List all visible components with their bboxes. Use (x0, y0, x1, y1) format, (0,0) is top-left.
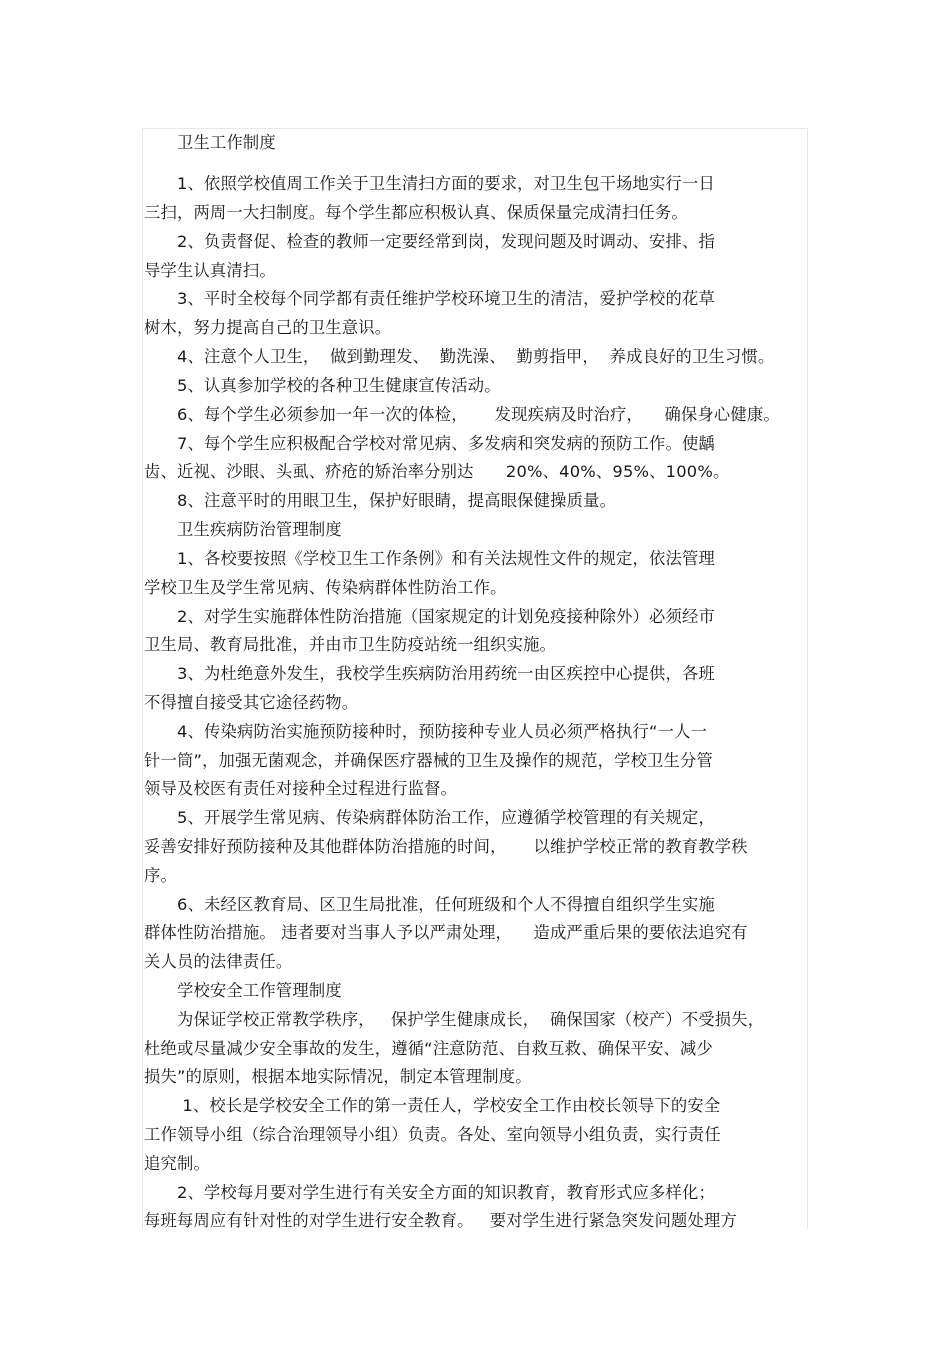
text-line: 6、未经区教育局、区卫生局批准，任何班级和个人不得擅自组织学生实施 (177, 895, 715, 914)
text-line: 1、依照学校值周工作关于卫生清扫方面的要求，对卫生包干场地实行一日 (177, 174, 715, 193)
text-line: 8、注意平时的用眼卫生，保护好眼睛，提高眼保健操质量。 (177, 491, 617, 510)
text-line: 群体性防治措施。 违者要对当事人予以严肃处理， 造成严重后果的要依法追究有 (144, 923, 748, 942)
text-line: 卫生局、教育局批准，并由市卫生防疫站统一组织实施。 (144, 635, 557, 654)
text-line: 关人员的法律责任。 (144, 952, 293, 971)
heading-safety: 学校安全工作管理制度 (177, 981, 342, 1000)
text-line: 序。 (144, 866, 177, 885)
text-line: 1、校长是学校安全工作的第一责任人，学校安全工作由校长领导下的安全 (177, 1096, 721, 1115)
text-line: 5、认真参加学校的各种卫生健康宣传活动。 (177, 376, 501, 395)
text-line: 领导及校医有责任对接种全过程进行监督。 (144, 779, 458, 798)
text-line: 针一筒”，加强无菌观念，并确保医疗器械的卫生及操作的规范，学校卫生分管 (144, 751, 714, 770)
text-line: 不得擅自接受其它途径药物。 (144, 693, 359, 712)
text-line: 4、传染病防治实施预防接种时，预防接种专业人员必须严格执行“一人一 (177, 722, 708, 741)
text-line: 树木，努力提高自己的卫生意识。 (144, 318, 392, 337)
text-line: 5、开展学生常见病、传染病群体防治工作，应遵循学校管理的有关规定， (177, 808, 715, 827)
text-line: 损失”的原则，根据本地实际情况，制定本管理制度。 (144, 1067, 532, 1086)
text-line: 3、为杜绝意外发生，我校学生疾病防治用药统一由区疾控中心提供，各班 (177, 664, 715, 683)
text-line: 每班每周应有针对性的对学生进行安全教育。 要对学生进行紧急突发问题处理方 (144, 1211, 737, 1230)
text-line: 导学生认真清扫。 (144, 261, 276, 280)
text-line: 1、各校要按照《学校卫生工作条例》和有关法规性文件的规定，依法管理 (177, 549, 715, 568)
text-line: 3、平时全校每个同学都有责任维护学校环境卫生的清洁，爱护学校的花草 (177, 289, 715, 308)
text-line: 三扫，两周一大扫制度。每个学生都应积极认真、保质保量完成清扫任务。 (144, 203, 688, 222)
text-line: 齿、近视、沙眼、头虱、疥疮的矫治率分别达 20%、40%、95%、100%。 (144, 462, 730, 481)
heading-hygiene: 卫生工作制度 (177, 133, 276, 152)
text-line: 2、学校每月要对学生进行有关安全方面的知识教育，教育形式应多样化； (177, 1183, 715, 1202)
text-line: 为保证学校正常教学秩序， 保护学生健康成长， 确保国家（校产）不受损失， (177, 1010, 765, 1029)
text-line: 工作领导小组（综合治理领导小组）负责。各处、室向领导小组负责，实行责任 (144, 1125, 721, 1144)
text-line: 6、每个学生必须参加一年一次的体检， 发现疾病及时治疗， 确保身心健康。 (177, 405, 780, 424)
text-line: 学校卫生及学生常见病、传染病群体性防治工作。 (144, 578, 507, 597)
heading-disease: 卫生疾病防治管理制度 (177, 520, 342, 539)
text-line: 7、每个学生应积极配合学校对常见病、多发病和突发病的预防工作。使龋 (177, 434, 715, 453)
text-line: 追究制。 (144, 1154, 210, 1173)
text-line: 2、对学生实施群体性防治措施（国家规定的计划免疫接种除外）必须经市 (177, 607, 715, 626)
text-line: 2、负责督促、检查的教师一定要经常到岗，发现问题及时调动、安排、指 (177, 232, 715, 251)
text-line: 妥善安排好预防接种及其他群体防治措施的时间， 以维护学校正常的教育教学秩 (144, 837, 748, 856)
text-line: 杜绝或尽量减少安全事故的发生，遵循“注意防范、自救互救、确保平安、减少 (144, 1039, 714, 1058)
text-line: 4、注意个人卫生， 做到勤理发、 勤洗澡、 勤剪指甲， 养成良好的卫生习惯。 (177, 347, 775, 366)
